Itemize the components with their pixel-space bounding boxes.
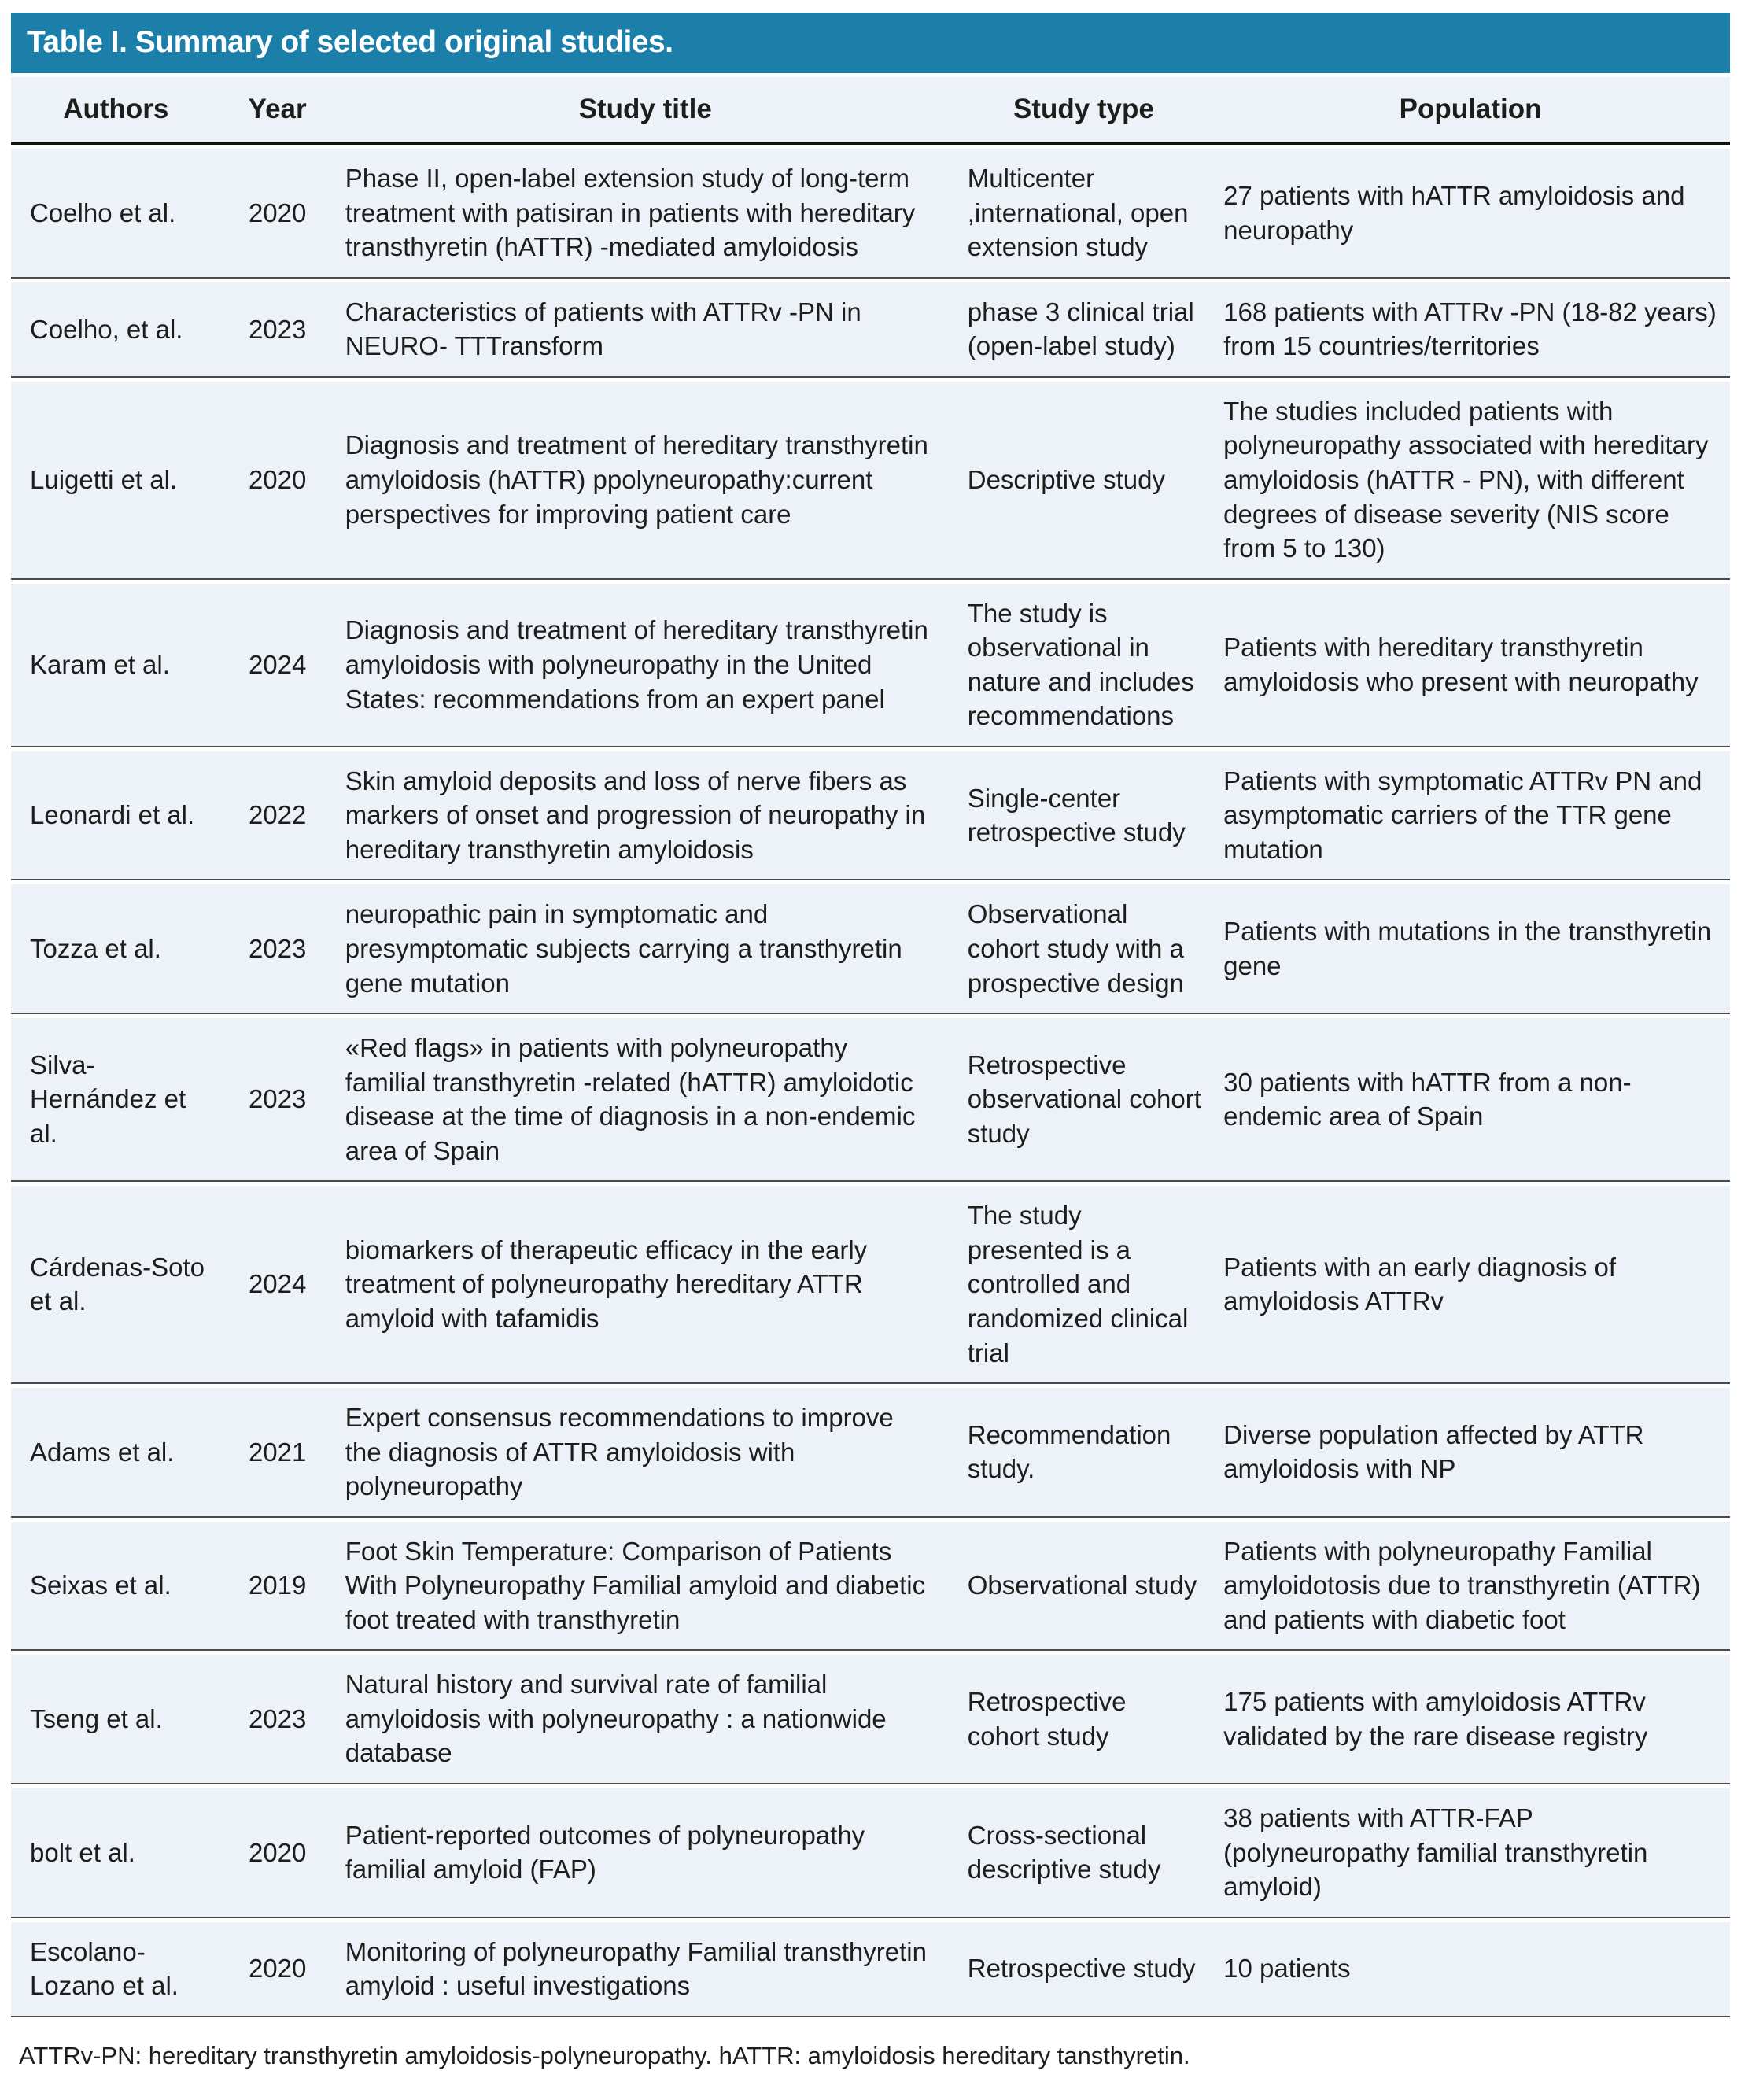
header-row — [11, 77, 1730, 145]
cell-population: Patients with polyneuropathy Familial amyloidotosis due to transthyretin (ATTR) and patients with diabetic foot — [1211, 1522, 1730, 1652]
cell-study-title: Patient-reported outcomes of polyneuropathy familial amyloid (FAP) — [334, 1788, 957, 1918]
cell-study-title: Monitoring of polyneuropathy Familial transthyretin amyloid : useful investigations — [334, 1922, 957, 2017]
cell-year: 2020 — [221, 382, 334, 580]
cell-study-type: Retrospective cohort study — [957, 1655, 1211, 1784]
cell-study-title: Skin amyloid deposits and loss of nerve fibers as markers of onset and progression of neuropathy in hereditary transthyretin amyloidosis — [334, 751, 957, 881]
table-row — [11, 1655, 1730, 1784]
cell-population: 175 patients with amyloidosis ATTRv validated by the rare disease registry — [1211, 1655, 1730, 1784]
cell-study-type: Observational cohort study with a prospective design — [957, 884, 1211, 1014]
cell-study-title: «Red flags» in patients with polyneuropathy familial transthyretin -related (hATTR) amyloidotic disease at the time of diagnosis in a non-endemic area of Spain — [334, 1018, 957, 1182]
cell-year: 2023 — [221, 1018, 334, 1182]
table-row — [11, 149, 1730, 279]
cell-study-type: Multicenter ,international, open extension study — [957, 149, 1211, 279]
cell-authors: bolt et al. — [11, 1788, 221, 1918]
cell-year: 2023 — [221, 884, 334, 1014]
cell-study-title: Diagnosis and treatment of hereditary transthyretin amyloidosis with polyneuropathy in the United States: recommendations from an expert panel — [334, 584, 957, 747]
cell-study-type: Recommendation study. — [957, 1388, 1211, 1518]
cell-year: 2020 — [221, 149, 334, 279]
table-footnote: ATTRv-PN: hereditary transthyretin amyloidosis-polyneuropathy. hATTR: amyloidosis hereditary tansthyretin. — [19, 2041, 1190, 2069]
studies-table — [11, 73, 1730, 2021]
cell-study-title: Foot Skin Temperature: Comparison of Patients With Polyneuropathy Familial amyloid and diabetic foot treated with transthyretin — [334, 1522, 957, 1652]
cell-study-type: Single-center retrospective study — [957, 751, 1211, 881]
cell-authors: Adams et al. — [11, 1388, 221, 1518]
cell-population: Diverse population affected by ATTR amyloidosis with NP — [1211, 1388, 1730, 1518]
cell-population: 10 patients — [1211, 1922, 1730, 2017]
table-row — [11, 1186, 1730, 1384]
cell-authors: Silva-Hernández et al. — [11, 1018, 221, 1182]
column-header-study-type: Study type — [957, 77, 1211, 145]
cell-study-type: Cross-sectional descriptive study — [957, 1788, 1211, 1918]
table-row — [11, 884, 1730, 1014]
cell-population: Patients with hereditary transthyretin amyloidosis who present with neuropathy — [1211, 584, 1730, 747]
cell-study-title: Natural history and survival rate of familial amyloidosis with polyneuropathy : a nationwide database — [334, 1655, 957, 1784]
cell-year: 2023 — [221, 282, 334, 378]
cell-authors: Cárdenas-Soto et al. — [11, 1186, 221, 1384]
cell-population: Patients with mutations in the transthyretin gene — [1211, 884, 1730, 1014]
cell-year: 2020 — [221, 1788, 334, 1918]
cell-authors: Seixas et al. — [11, 1522, 221, 1652]
cell-authors: Tozza et al. — [11, 884, 221, 1014]
table-row — [11, 382, 1730, 580]
column-header-study-title: Study title — [334, 77, 957, 145]
cell-study-type: The study is observational in nature and includes recommendations — [957, 584, 1211, 747]
cell-year: 2024 — [221, 584, 334, 747]
table-row — [11, 1018, 1730, 1182]
cell-year: 2019 — [221, 1522, 334, 1652]
column-header-year: Year — [221, 77, 334, 145]
table-row — [11, 1522, 1730, 1652]
cell-authors: Karam et al. — [11, 584, 221, 747]
table-row — [11, 751, 1730, 881]
table-header — [11, 77, 1730, 145]
cell-authors: Tseng et al. — [11, 1655, 221, 1784]
cell-authors: Coelho et al. — [11, 149, 221, 279]
cell-study-type: Observational study — [957, 1522, 1211, 1652]
cell-study-title: Diagnosis and treatment of hereditary transthyretin amyloidosis (hATTR) ppolyneuropathy:current perspectives for improving patient care — [334, 382, 957, 580]
cell-year: 2023 — [221, 1655, 334, 1784]
cell-study-type: Retrospective study — [957, 1922, 1211, 2017]
cell-study-type: The study presented is a controlled and randomized clinical trial — [957, 1186, 1211, 1384]
table-row — [11, 1922, 1730, 2017]
cell-year: 2020 — [221, 1922, 334, 2017]
column-header-population: Population — [1211, 77, 1730, 145]
cell-study-title: Expert consensus recommendations to improve the diagnosis of ATTR amyloidosis with polyneuropathy — [334, 1388, 957, 1518]
table-row — [11, 1788, 1730, 1918]
cell-year: 2021 — [221, 1388, 334, 1518]
cell-population: 38 patients with ATTR-FAP (polyneuropathy familial transthyretin amyloid) — [1211, 1788, 1730, 1918]
cell-year: 2022 — [221, 751, 334, 881]
cell-population: 30 patients with hATTR from a non-endemic area of Spain — [1211, 1018, 1730, 1182]
cell-study-type: phase 3 clinical trial (open-label study) — [957, 282, 1211, 378]
cell-study-title: Characteristics of patients with ATTRv -PN in NEURO- TTTransform — [334, 282, 957, 378]
cell-population: 27 patients with hATTR amyloidosis and neuropathy — [1211, 149, 1730, 279]
cell-authors: Leonardi et al. — [11, 751, 221, 881]
cell-study-type: Retrospective observational cohort study — [957, 1018, 1211, 1182]
cell-population: The studies included patients with polyneuropathy associated with hereditary amyloidosis (hATTR - PN), with different degrees of disease severity (NIS score from 5 to 130) — [1211, 382, 1730, 580]
cell-study-title: biomarkers of therapeutic efficacy in the early treatment of polyneuropathy hereditary ATTR amyloid with tafamidis — [334, 1186, 957, 1384]
table-row — [11, 584, 1730, 747]
cell-population: 168 patients with ATTRv -PN (18-82 years) from 15 countries/territories — [1211, 282, 1730, 378]
cell-study-title: Phase II, open-label extension study of long-term treatment with patisiran in patients with hereditary transthyretin (hATTR) -mediated amyloidosis — [334, 149, 957, 279]
table-body — [11, 149, 1730, 2017]
table-title-bar: Table I. Summary of selected original studies. — [11, 13, 1730, 73]
cell-authors: Coelho, et al. — [11, 282, 221, 378]
cell-study-type: Descriptive study — [957, 382, 1211, 580]
cell-year: 2024 — [221, 1186, 334, 1384]
cell-authors: Escolano-Lozano et al. — [11, 1922, 221, 2017]
cell-study-title: neuropathic pain in symptomatic and presymptomatic subjects carrying a transthyretin gene mutation — [334, 884, 957, 1014]
table-row — [11, 1388, 1730, 1518]
cell-authors: Luigetti et al. — [11, 382, 221, 580]
column-header-authors: Authors — [11, 77, 221, 145]
table-row — [11, 282, 1730, 378]
cell-population: Patients with symptomatic ATTRv PN and asymptomatic carriers of the TTR gene mutation — [1211, 751, 1730, 881]
cell-population: Patients with an early diagnosis of amyloidosis ATTRv — [1211, 1186, 1730, 1384]
